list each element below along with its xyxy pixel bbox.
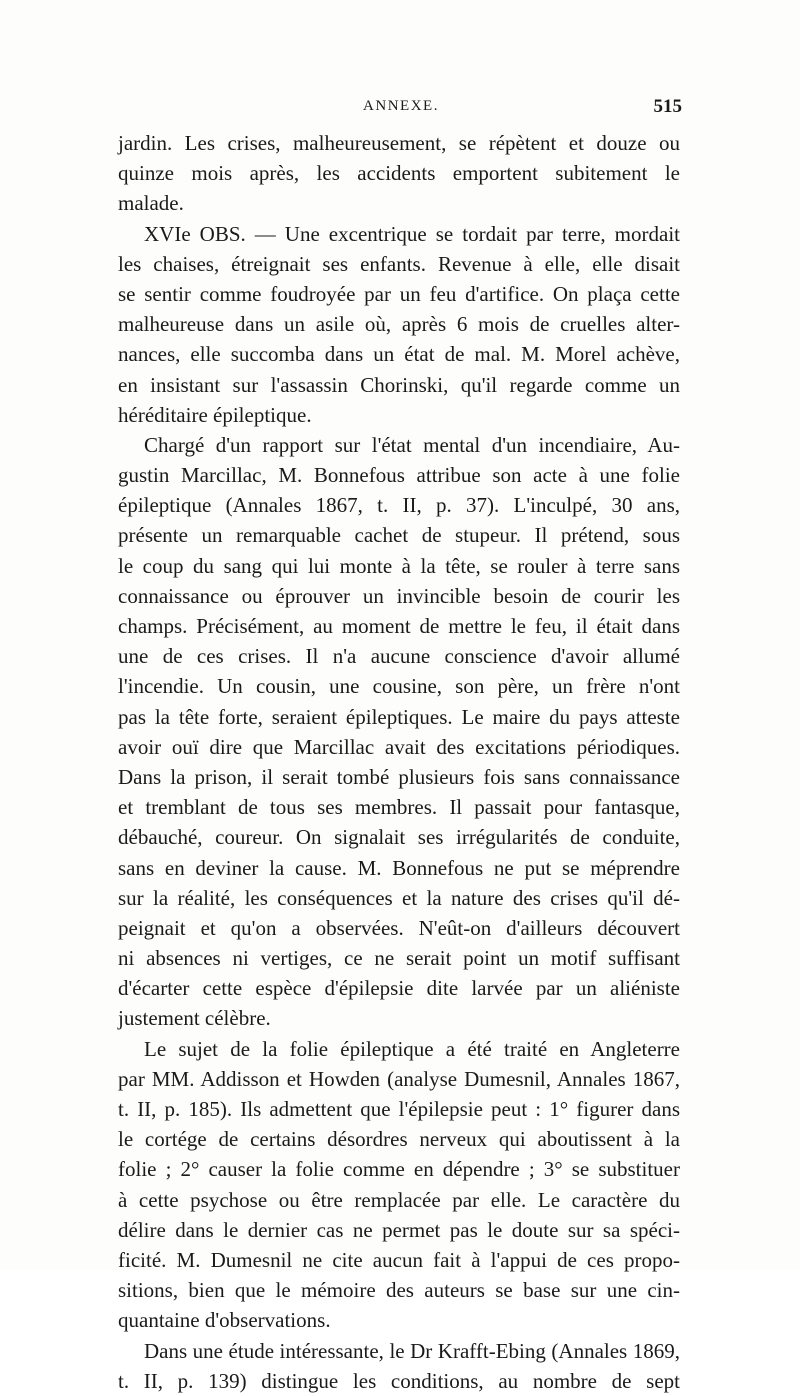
text-line: peignait et qu'on a observées. N'eût-on d'ailleurs découvert [118,915,680,940]
text-line: Le sujet de la folie épileptique a été traité en Angleterre [144,1036,680,1061]
text-line: sans en deviner la cause. M. Bonnefous ne put se méprendre [118,855,680,880]
text-line: Dans la prison, il serait tombé plusieurs fois sans connaissance [118,764,680,789]
text-line: quinze mois après, les accidents emportent subitement le [118,161,680,186]
text-line: gustin Marcillac, M. Bonnefous attribue son acte à une folie [118,463,680,488]
text-line: avoir ouï dire que Marcillac avait des excitations périodiques. [118,734,680,759]
running-title: ANNEXE. [363,98,439,114]
text-line: sitions, bien que le mémoire des auteurs se base sur une cin- [118,1278,680,1303]
text-line: sur la réalité, les conséquences et la nature des crises qu'il dé- [118,885,680,910]
text-line: malade. [118,191,184,216]
text-line: nances, elle succomba dans un état de mal. M. Morel achève, [118,342,680,367]
text-line: héréditaire épileptique. [118,402,312,427]
text-line: champs. Précisément, au moment de mettre le feu, il était dans [118,614,680,638]
text-line: quantaine d'observations. [118,1308,331,1333]
text-line: pas la tête forte, seraient épileptiques. Le maire du pays atteste [118,704,680,729]
text-line: épileptique (Annales 1867, t. II, p. 37). L'inculpé, 30 ans, [118,493,680,518]
text-line: une de ces crises. Il n'a aucune conscience d'avoir allumé [118,644,680,669]
text-line: connaissance ou éprouver un invincible besoin de courir les [118,583,680,608]
text-line: l'incendie. Un cousin, une cousine, son père, un frère n'ont [118,674,680,699]
page-number: 515 [653,96,682,117]
text-line: débauché, coureur. On signalait ses irrégularités de conduite, [118,825,680,850]
text-line: justement célèbre. [118,1006,271,1031]
text-line: le coup du sang qui lui monte à la tête, se rouler à terre sans [118,553,680,578]
text-line: folie ; 2° causer la folie comme en dépendre ; 3° se substituer [118,1157,680,1182]
text-line: Dans une étude intéressante, le Dr Krafft-Ebing (Annales 1869, [144,1338,680,1363]
text-line: ficité. M. Dumesnil ne cite aucun fait à l'appui de ces propo- [118,1247,680,1272]
text-line: XVIe OBS. — Une excentrique se tordait par terre, mordait [144,221,680,246]
body-text [118,128,680,1396]
text-line: se sentir comme foudroyée par un feu d'artifice. On plaça cette [118,281,680,306]
text-line: présente un remarquable cachet de stupeur. Il prétend, sous [118,523,680,548]
text-line: le cortége de certains désordres nerveux qui aboutissent à la [118,1127,680,1152]
text-line: les chaises, étreignait ses enfants. Revenue à elle, elle disait [118,251,680,276]
text-line: d'écarter cette espèce d'épilepsie dite larvée par un aliéniste [118,976,680,1001]
text-line: et tremblant de tous ses membres. Il passait pour fantasque, [118,795,680,820]
text-line: à cette psychose ou être remplacée par elle. Le caractère du [118,1187,680,1212]
text-line: t. II, p. 185). Ils admettent que l'épilepsie peut : 1° figurer dans [118,1097,680,1121]
running-head [120,96,682,120]
text-line: en insistant sur l'assassin Chorinski, qu'il regarde comme un [118,372,680,397]
text-line: jardin. Les crises, malheureusement, se répètent et douze ou [118,131,680,155]
text-line: Chargé d'un rapport sur l'état mental d'un incendiaire, Au- [144,432,680,457]
text-line: délire dans le dernier cas ne permet pas le doute sur sa spéci- [118,1217,680,1242]
text-line: malheureuse dans un asile où, après 6 mois de cruelles alter- [118,312,680,337]
text-line: ni absences ni vertiges, ce ne serait point un motif suffisant [118,946,680,971]
text-line: par MM. Addisson et Howden (analyse Dumesnil, Annales 1867, [118,1066,680,1091]
text-line: t. II, p. 139) distingue les conditions, au nombre de sept [118,1368,680,1393]
